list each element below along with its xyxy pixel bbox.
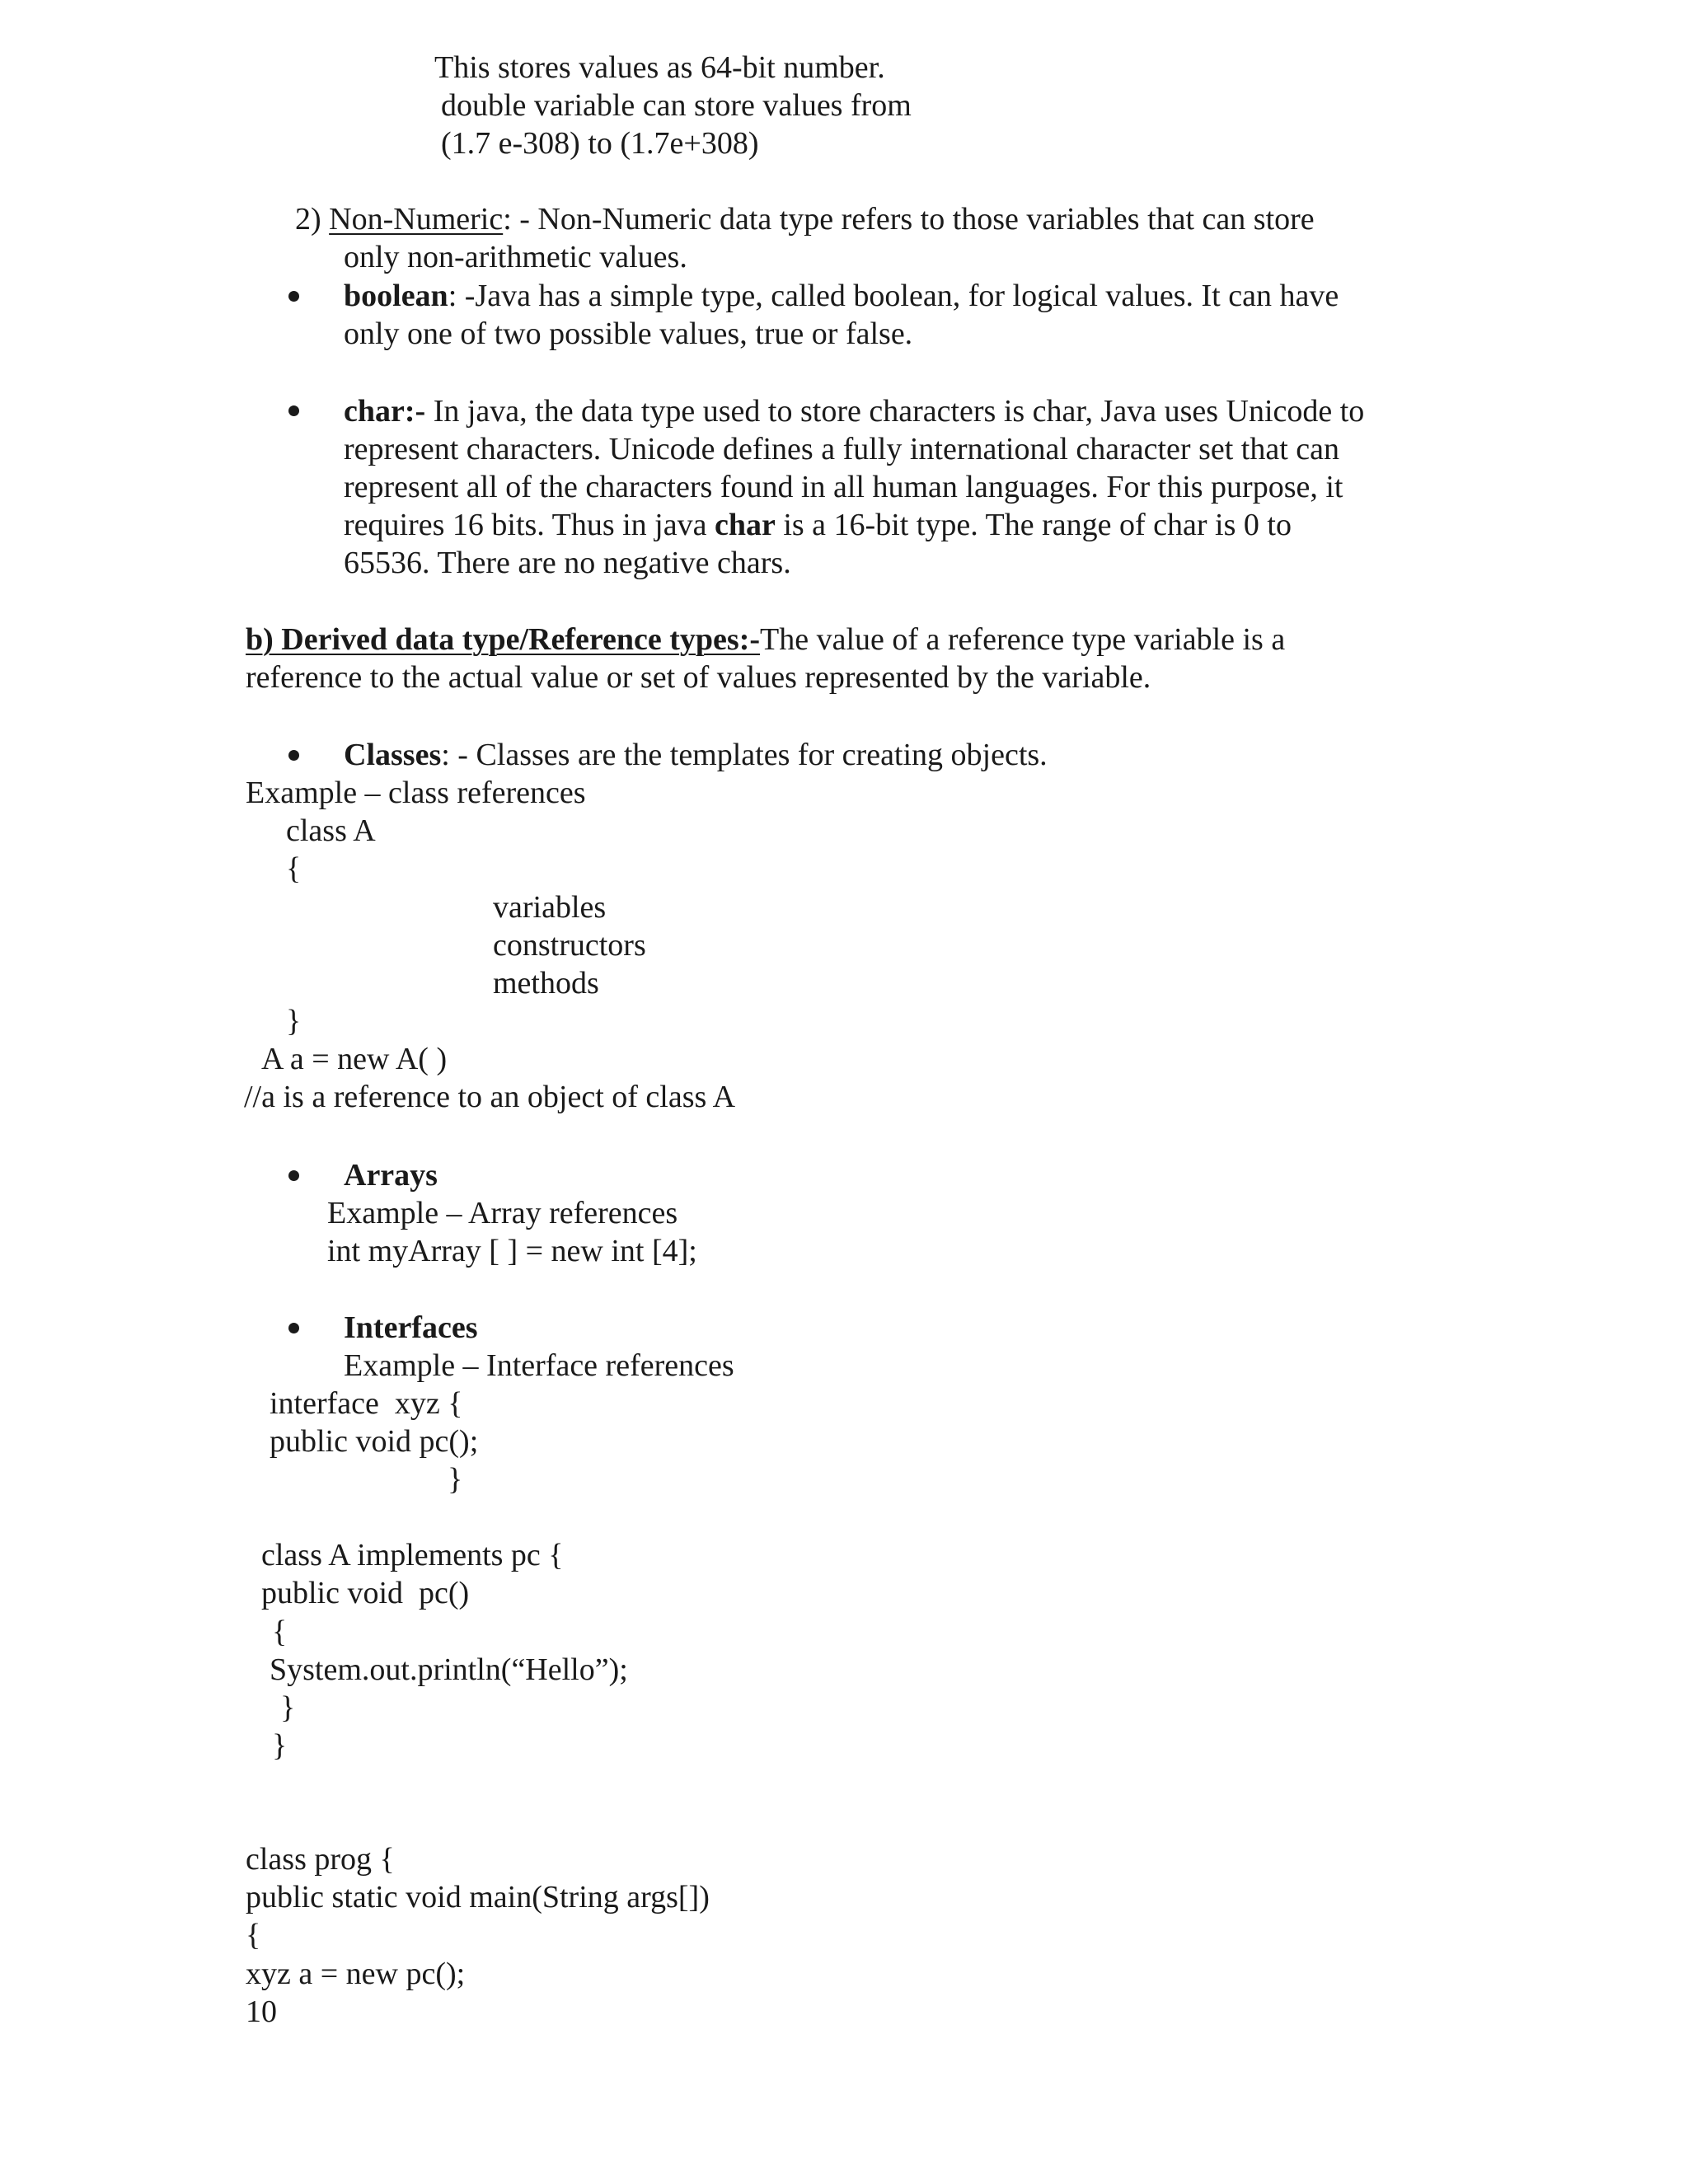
non-numeric-text-2: only non-arithmetic values.	[344, 240, 687, 274]
code-line: public void pc();	[270, 1424, 479, 1459]
char-line-4	[344, 506, 1292, 544]
code-line: xyz a = new pc();	[246, 1957, 466, 1991]
code-comment: //a is a reference to an object of class A	[244, 1080, 736, 1114]
derived-line-1	[246, 621, 1285, 658]
boolean-line-1	[344, 277, 1339, 315]
classes-term: Classes	[344, 738, 442, 772]
code-line: class prog {	[246, 1842, 395, 1877]
interfaces-term: Interfaces	[344, 1310, 478, 1345]
char-text-2: represent characters. Unicode defines a fully international character set that can	[344, 432, 1340, 466]
code-line: variables	[493, 890, 607, 925]
non-numeric-text-1: : - Non-Numeric data type refers to those variables that can store	[503, 202, 1315, 237]
classes-text: : - Classes are the templates for creating objects.	[441, 738, 1048, 772]
arrays-example: Example – Array references	[327, 1196, 678, 1230]
code-line: System.out.println(“Hello”);	[270, 1652, 628, 1687]
code-line: constructors	[493, 928, 646, 963]
code-line: {	[246, 1918, 261, 1952]
page-number: 10	[246, 1994, 277, 2029]
arrays-term: Arrays	[344, 1158, 438, 1193]
char-text-4-post: is a 16-bit type. The range of char is 0 to	[775, 508, 1292, 542]
double-line-1: This stores values as 64-bit number.	[434, 50, 885, 85]
char-text-1: In java, the data type used to store characters is char, Java uses Unicode to	[425, 394, 1365, 429]
bullet-icon	[288, 1170, 299, 1181]
bullet-icon	[288, 405, 299, 416]
char-text-4-pre: requires 16 bits. Thus in java	[344, 508, 715, 542]
derived-text-1: The value of a reference type variable is a	[760, 622, 1286, 657]
bullet-icon	[288, 291, 299, 302]
derived-heading: b) Derived data type/Reference types:-	[246, 622, 761, 657]
classes-line	[344, 736, 1048, 774]
boolean-text-1: : -Java has a simple type, called boolean, for logical values. It can have	[448, 279, 1339, 313]
code-line: }	[286, 1004, 302, 1038]
code-line: }	[280, 1690, 296, 1725]
double-line-3: (1.7 e-308) to (1.7e+308)	[441, 126, 759, 161]
boolean-text-2: only one of two possible values, true or false.	[344, 316, 913, 351]
code-line: A a = new A( )	[261, 1042, 448, 1076]
classes-example: Example – class references	[246, 776, 586, 810]
bullet-icon	[288, 1323, 299, 1333]
code-line: methods	[493, 966, 599, 1001]
code-line: }	[272, 1728, 288, 1763]
code-line: }	[448, 1462, 463, 1497]
code-line: int myArray [ ] = new int [4];	[327, 1234, 697, 1268]
code-line: class A implements pc {	[261, 1538, 564, 1572]
interfaces-example: Example – Interface references	[344, 1348, 734, 1383]
code-line: {	[286, 851, 302, 886]
code-line: class A	[286, 813, 376, 848]
code-line: {	[272, 1615, 288, 1649]
non-numeric-paragraph	[295, 200, 1315, 238]
non-numeric-heading: Non-Numeric	[329, 202, 504, 237]
code-line: public void pc()	[261, 1576, 470, 1610]
boolean-term: boolean	[344, 279, 448, 313]
char-text-5: 65536. There are no negative chars.	[344, 546, 791, 580]
char-line-1	[344, 392, 1364, 430]
double-line-2: double variable can store values from	[441, 88, 912, 123]
char-term: char:-	[344, 394, 426, 429]
list-number: 2)	[295, 202, 321, 237]
bullet-icon	[288, 750, 299, 761]
derived-text-2: reference to the actual value or set of values represented by the variable.	[246, 660, 1151, 695]
char-text-4-bold: char	[714, 508, 776, 542]
code-line: public static void main(String args[])	[246, 1880, 710, 1915]
code-line: interface xyz {	[270, 1386, 463, 1421]
char-text-3: represent all of the characters found in all human languages. For this purpose, it	[344, 470, 1343, 504]
